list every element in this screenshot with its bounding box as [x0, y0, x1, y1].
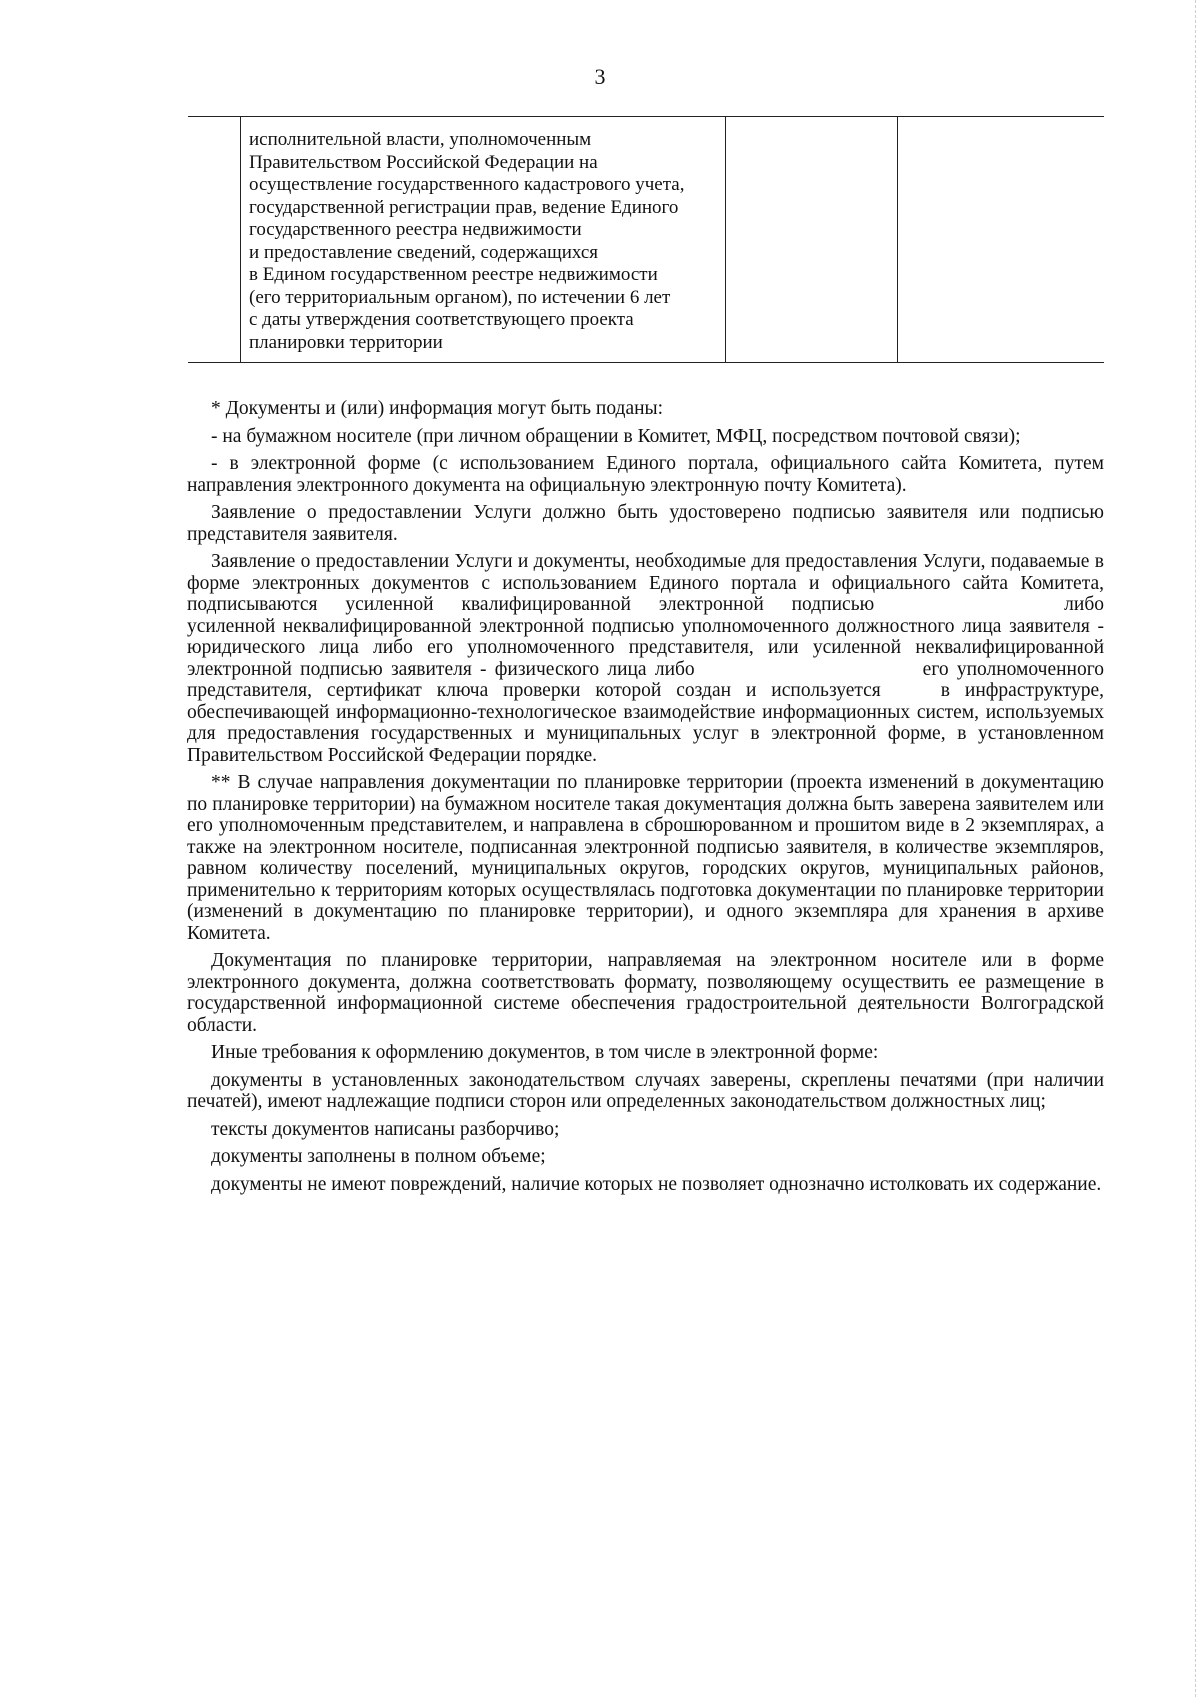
table-cell-empty [898, 117, 1105, 363]
notes-section [187, 398, 1104, 1201]
requirement-certified: документы в установленных законодательством случаях заверены, скреплены печатями (при наличии печатей), имеют надлежащие подписи сторон или определенных законодательством должностных лиц; [187, 1069, 1104, 1112]
table-cell-line: планировки территории [249, 331, 443, 353]
electronic-submission: - в электронной форме (с использованием Единого портала, официального сайта Комитета, путем направления электронного документа на официальную электронную почту Комитета). [187, 453, 1104, 496]
other-requirements-heading: Иные требования к оформлению документов, в том числе в электронной форме: [211, 1042, 879, 1063]
requirement-complete: документы заполнены в полном объеме; [211, 1146, 546, 1167]
electronic-documentation-format: Документация по планировке территории, направляемая на электронном носителе или в форме электронного документа, должна соответствовать формату, позволяющему осуществить ее размещение в государственной информационной системе обеспечения градостроительной деятельности Волгоградской области. [187, 950, 1104, 1036]
page-number: 3 [594, 64, 606, 89]
electronic-signature-paragraph [187, 551, 1104, 766]
table-cell-line: государственной регистрации прав, ведение Единого [249, 196, 679, 218]
footnote-double-star: ** В случае направления документации по планировке территории (проекта изменений в документацию по планировке территории) на бумажном носителе такая документация должна быть заверена заявителем или его уполномоченным представителем, и направлена в сброшюрованном и прошитом виде в 2 экземплярах, а также на электронном носителе, подписанная электронной подписью заявителя, в количестве экземпляров, равном количеству поселений, муниципальных округов, городских округов, муниципальных районов, применительно к территориям которых осуществлялась подготовка документации по планировке территории (изменений в документацию по планировке территории), и одного экземпляра для хранения в архиве Комитета. [187, 772, 1104, 944]
scan-edge-line [1194, 0, 1196, 1697]
table-cell-line: (его территориальным органом), по истечении 6 лет [249, 286, 671, 308]
table-row [188, 117, 1104, 363]
table-cell-line: с даты утверждения соответствующего проекта [249, 309, 634, 330]
table-cell-line: государственного реестра недвижимости [249, 219, 582, 240]
footnote-star: * Документы и (или) информация могут быть поданы: [211, 398, 664, 419]
table-cell-text [241, 117, 726, 363]
continuation-table [188, 116, 1104, 363]
table-cell-empty [726, 117, 898, 363]
electronic-signature-text-a: Заявление о предоставлении Услуги и документы, необходимые для предоставления Услуги, подаваемые в форме электронных документов с использованием Единого портала и официального сайта Комитета, подписываются усиленной квалифицированной электронной подписью [187, 551, 1104, 615]
table-cell-line: и предоставление сведений, содержащихся [249, 241, 599, 263]
table-cell-line: осуществление государственного кадастрового учета, [249, 174, 685, 195]
table-cell-line: в Едином государственном реестре недвижимости [249, 264, 658, 285]
electronic-signature-text-b: либо усиленной неквалифицированной электронной подписью уполномоченного должностного лица заявителя - юридического лица либо его уполномоченного представителя, или усиленной неквалифицированной электронной подписью заявителя - физического лица либо [187, 594, 1104, 680]
requirement-legible: тексты документов написаны разборчиво; [211, 1118, 560, 1140]
signature-requirement: Заявление о предоставлении Услуги должно быть удостоверено подписью заявителя или подписью представителя заявителя. [187, 502, 1104, 545]
electronic-signature-text-d: в инфраструктуре, обеспечивающей информационно-технологическое взаимодействие информационных систем, используемых для предоставления государственных и муниципальных услуг в электронной форме, в установленном Правительством Российской Федерации порядке. [187, 680, 1104, 766]
table-cell-number [188, 117, 241, 363]
requirement-undamaged: документы не имеют повреждений, наличие которых не позволяет однозначно истолковать их содержание. [211, 1173, 1102, 1195]
paper-submission: - на бумажном носителе (при личном обращении в Комитет, МФЦ, посредством почтовой связи); [211, 425, 1021, 447]
table-cell-line: Правительством Российской Федерации на [249, 151, 598, 173]
electronic-signature-text-c: его уполномоченного представителя, сертификат ключа проверки которой создан и используется [187, 658, 1104, 701]
table-cell-line: исполнительной власти, уполномоченным [249, 129, 592, 150]
